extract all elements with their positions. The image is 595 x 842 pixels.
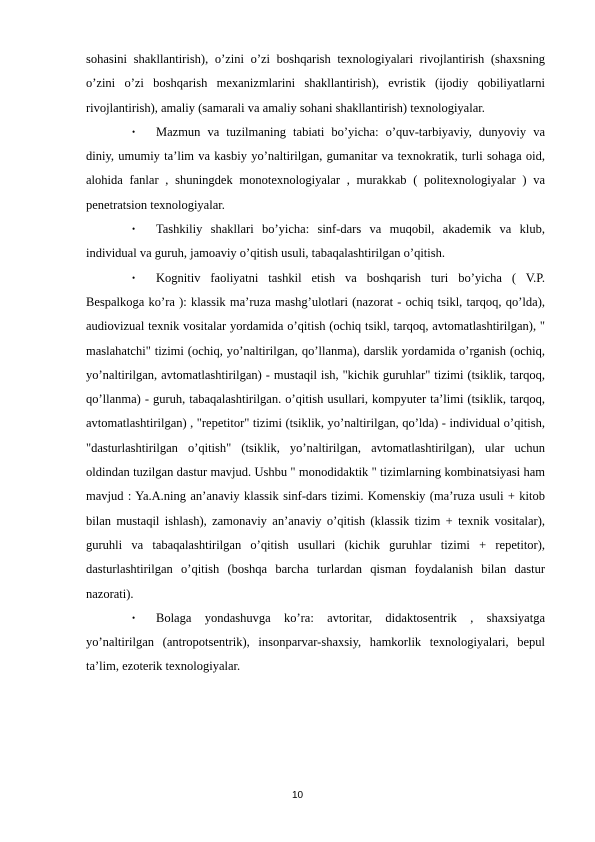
- bullet-text: Tashkiliy shakllari bo’yicha: sinf-dars va muqobil, akademik va klub, individual va guruh, jamoaviy o’qitish usuli, tabaqalashtirilgan o’qitish.: [86, 222, 545, 261]
- bullet-text: Mazmun va tuzilmaning tabiati bo’yicha: o’quv-tarbiyaviy, dunyoviy va diniy, umumiy ta’lim va kasbiy yo’naltirilgan, gumanitar va texnokratik, turli sohaga oid, alohida fanlar , shuningdek monotexnologiyalar , murakkab ( politexnologiyalar ) va penetratsion texnologiyalar.: [86, 124, 545, 212]
- bullet-icon: •: [132, 612, 136, 623]
- page-content: [86, 47, 545, 679]
- bullet-icon: •: [132, 224, 136, 235]
- bullet-text: Bolaga yondashuvga ko’ra: avtoritar, didaktosentrik , shaxsiyatga yo’naltirilgan (antropotsentrik), insonparvar-shaxsiy, hamkorlik texnologiyalari, bepul ta’lim, ezoterik texnologiyalar.: [86, 610, 545, 674]
- bullet-item-content-structure: [86, 120, 545, 217]
- page-number: 10: [291, 790, 304, 801]
- intro-paragraph: sohasini shakllantirish), o’zini o’zi boshqarish texnologiyalari rivojlantirish (shaxsning o’zini o’zi boshqarish mexanizmlarini shakllantirish), evristik (ijodiy qobiliyatlarni rivojlantirish), amaliy (samarali va amaliy sohani shakllantirish) texnologiyalar.: [86, 52, 545, 115]
- bullet-item-child-approach: [86, 606, 545, 679]
- bullet-item-organizational-forms: [86, 217, 545, 266]
- bullet-item-cognitive-activity: [86, 266, 545, 606]
- bullet-icon: •: [132, 272, 136, 283]
- bullet-icon: •: [132, 126, 136, 137]
- bullet-text: Kognitiv faoliyatni tashkil etish va boshqarish turi bo’yicha ( V.P. Bespalkoga ko’ra ): klassik ma’ruza mashg’ulotlari (nazorat - ochiq tsikl, tarqoq, qo’lda), audiovizual texnik vositalar yordamida o’qitish (ochiq tsikl, tarqoq, avtomatlashtirilgan), " maslahatchi" tizimi (ochiq, yo’naltirilgan, qo’llanma), darslik yordamida o’rganish (ochiq, yo’naltirilgan, avtomatlashtirilgan) - mustaqil ish, "kichik guruhlar" tizimi (tsiklik, tarqoq, qo’llanma) - guruh, tabaqalashtirilgan. o’qitish usullari, kompyuter ta’limi (tsiklik, tarqoq, avtomatlashtirilgan) , "repetitor" tizimi (tsiklik, yo’naltirilgan, qo’lda) - individual o’qitish, "dasturlashtirilgan o’qitish" (tsiklik, yo’naltirilgan, avtomatlashtirilgan), ular uchun oldindan tuzilgan dastur mavjud. Ushbu " monodidaktik " tizimlarning kombinatsiyasi ham mavjud : Ya.A.ning an’anaviy klassik sinf-dars tizimi. Komenskiy (ma’ruza usuli + kitob bilan mustaqil ishlash), zamonaviy an’anaviy o’qitish (klassik tizim + texnik vositalar), guruhli va tabaqalashtirilgan o’qitish usullari (kichik guruhlar tizimi + repetitor), dasturlashtirilgan o’qitish (boshqa barcha turlardan qisman foydalanish bilan dastur nazorati).: [86, 270, 545, 601]
